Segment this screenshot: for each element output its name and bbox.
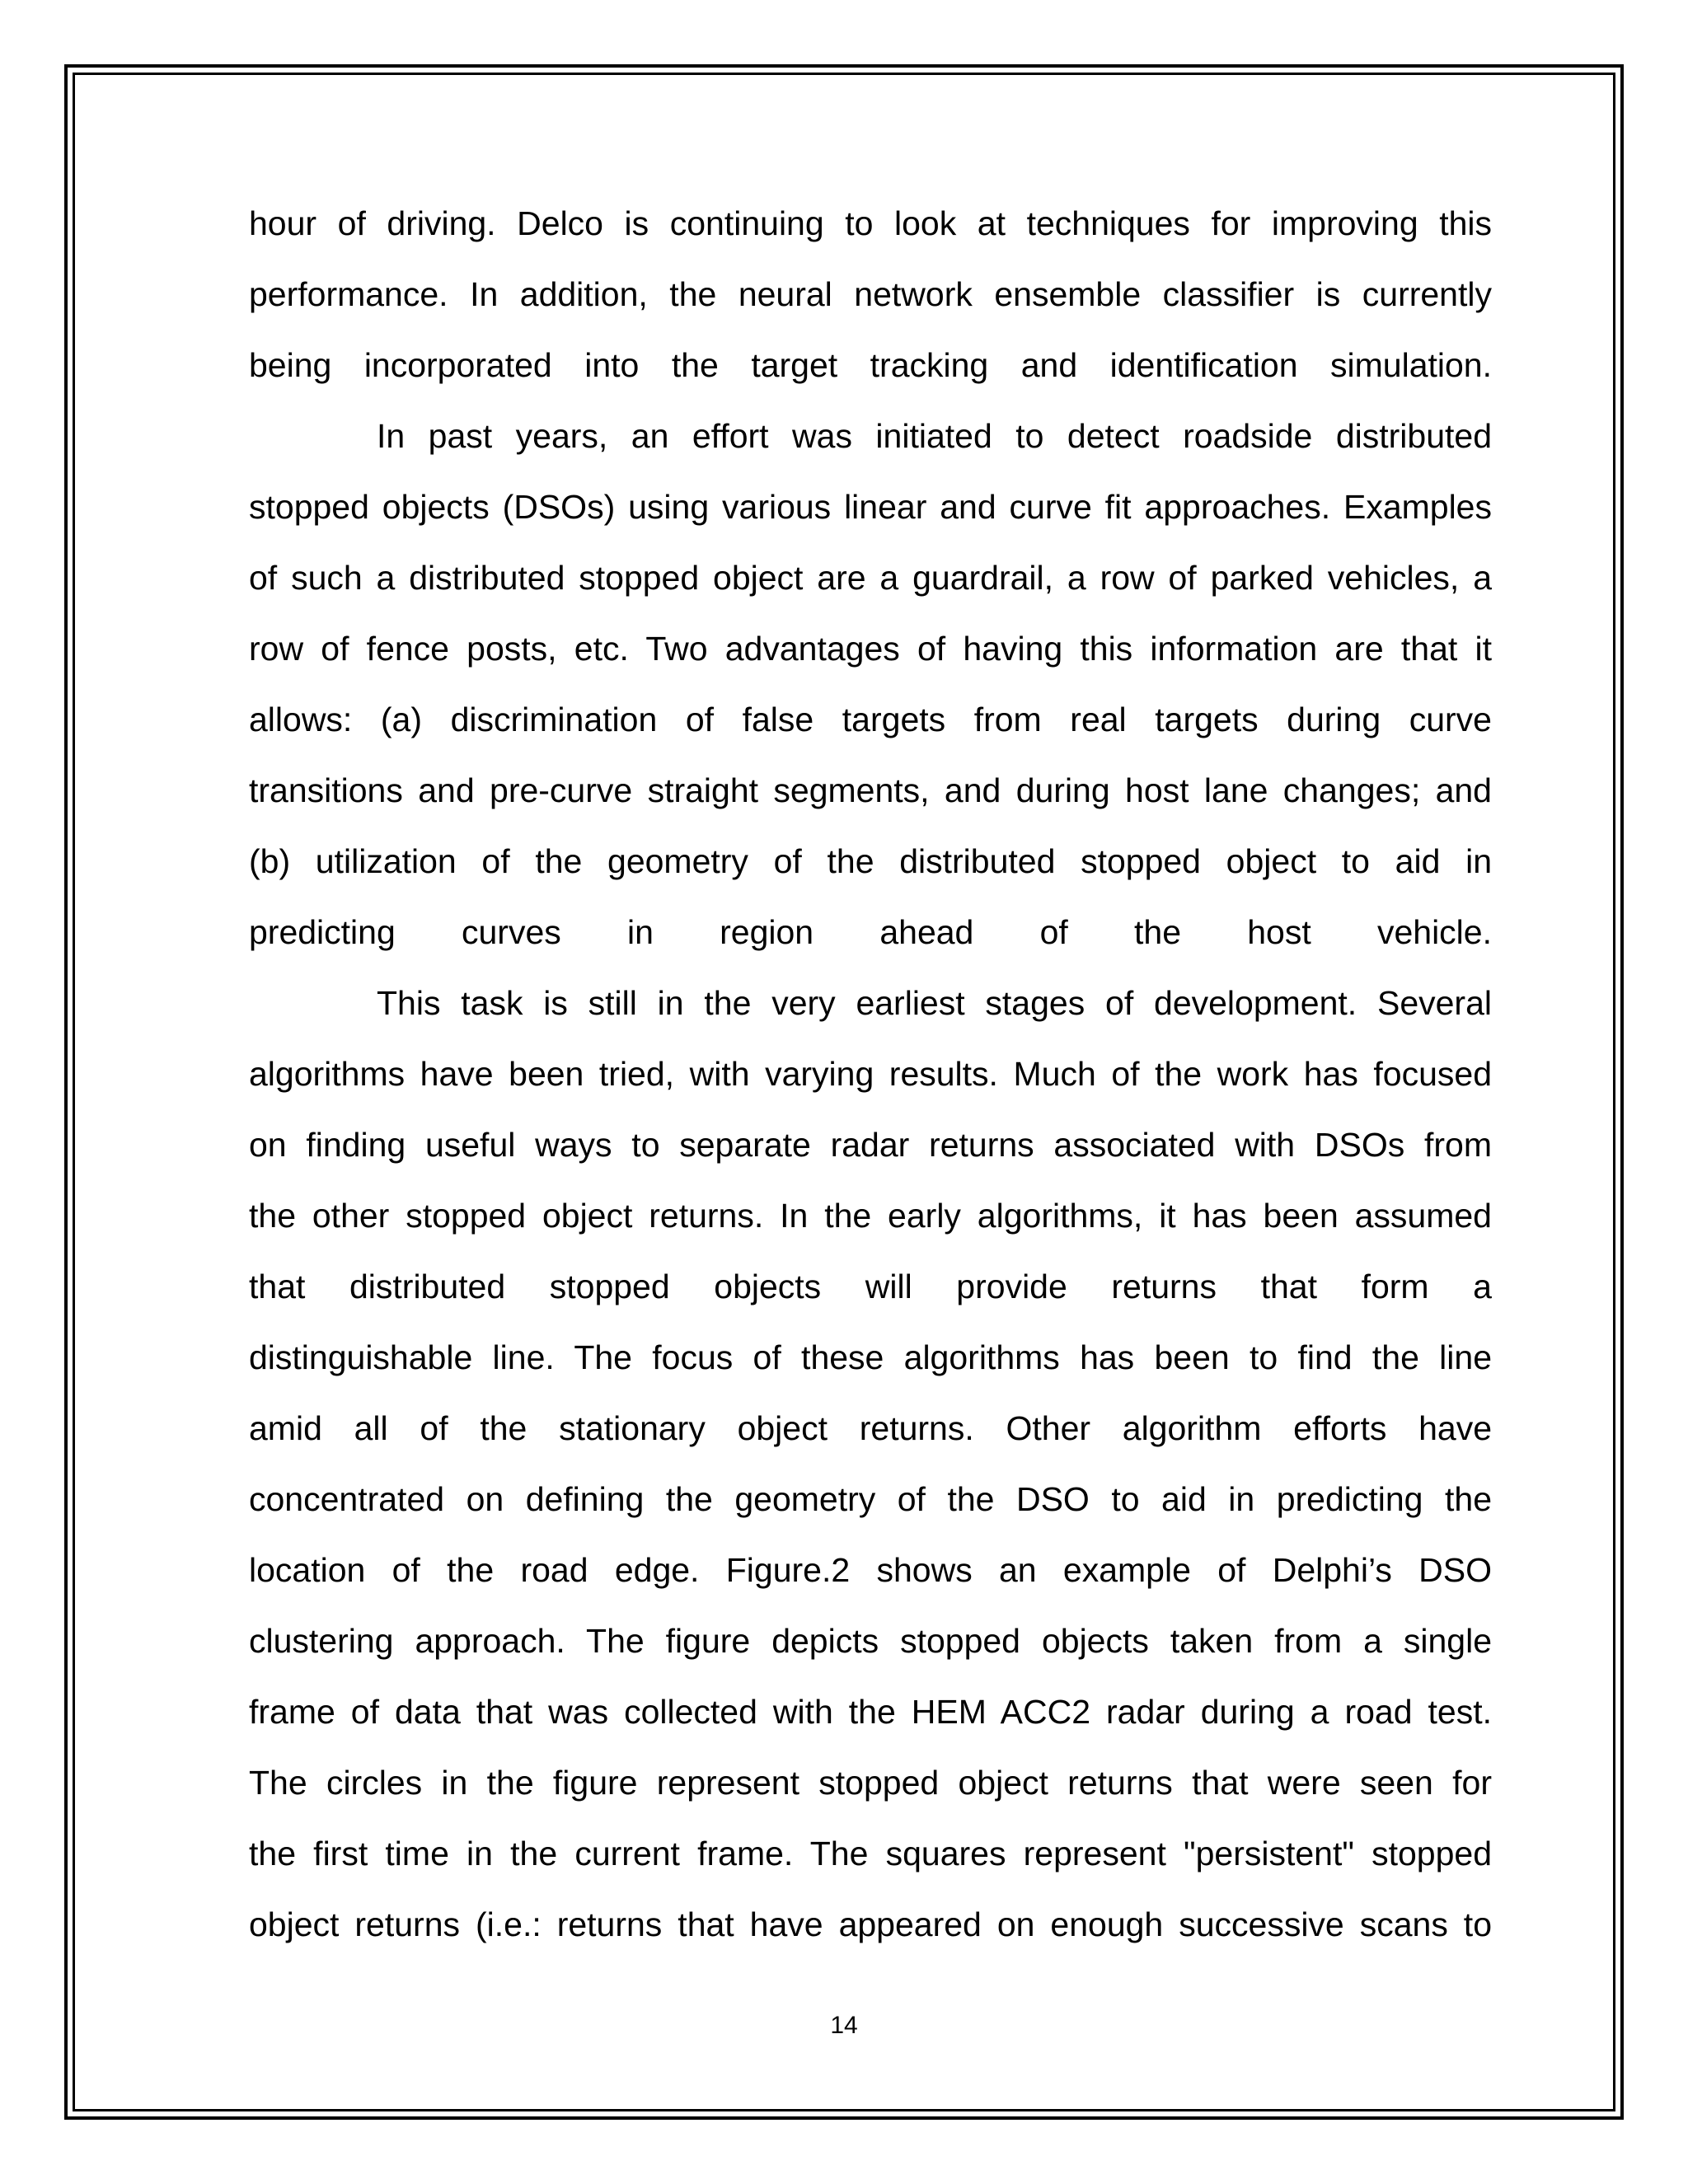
- text-line: location of the road edge. Figure.2 shows an example of Delphi’s DSO: [249, 1551, 1492, 1589]
- body-text: [249, 188, 1492, 1960]
- text-line: of such a distributed stopped object are a guardrail, a row of parked vehicles, a: [249, 559, 1492, 597]
- paragraph-start-line: In past years, an effort was initiated to detect roadside distributed: [377, 417, 1492, 455]
- text-line: amid all of the stationary object returns. Other algorithm efforts have: [249, 1409, 1492, 1447]
- text-line: performance. In addition, the neural network ensemble classifier is currently: [249, 275, 1492, 313]
- text-line: transitions and pre-curve straight segments, and during host lane changes; and: [249, 771, 1492, 809]
- text-line: allows: (a) discrimination of false targets from real targets during curve: [249, 701, 1492, 738]
- text-line: The circles in the figure represent stopped object returns that were seen for: [249, 1764, 1492, 1802]
- text-line: that distributed stopped objects will provide returns that form a: [249, 1268, 1492, 1305]
- text-line: predicting curves in region ahead of the host vehicle.: [249, 913, 1492, 951]
- text-line: hour of driving. Delco is continuing to look at techniques for improving this: [249, 204, 1492, 242]
- text-line: the other stopped object returns. In the early algorithms, it has been assumed: [249, 1197, 1492, 1235]
- text-line: object returns (i.e.: returns that have appeared on enough successive scans to: [249, 1905, 1492, 1943]
- text-line: (b) utilization of the geometry of the distributed stopped object to aid in: [249, 842, 1492, 880]
- page-number: 14: [830, 2012, 858, 2039]
- text-line: algorithms have been tried, with varying results. Much of the work has focused: [249, 1055, 1492, 1093]
- text-line: concentrated on defining the geometry of the DSO to aid in predicting the: [249, 1480, 1492, 1518]
- text-line: row of fence posts, etc. Two advantages of having this information are that it: [249, 630, 1492, 668]
- text-line: frame of data that was collected with the HEM ACC2 radar during a road test.: [249, 1693, 1492, 1731]
- text-line: on finding useful ways to separate radar returns associated with DSOs from: [249, 1126, 1492, 1164]
- text-line: distinguishable line. The focus of these algorithms has been to find the line: [249, 1338, 1492, 1376]
- text-line: being incorporated into the target tracking and identification simulation.: [249, 346, 1492, 384]
- text-line: stopped objects (DSOs) using various linear and curve fit approaches. Examples: [249, 488, 1492, 526]
- text-line: the first time in the current frame. The squares represent "persistent" stopped: [249, 1835, 1492, 1872]
- paragraph-start-line: This task is still in the very earliest stages of development. Several: [377, 984, 1492, 1022]
- text-line: clustering approach. The figure depicts stopped objects taken from a single: [249, 1622, 1492, 1660]
